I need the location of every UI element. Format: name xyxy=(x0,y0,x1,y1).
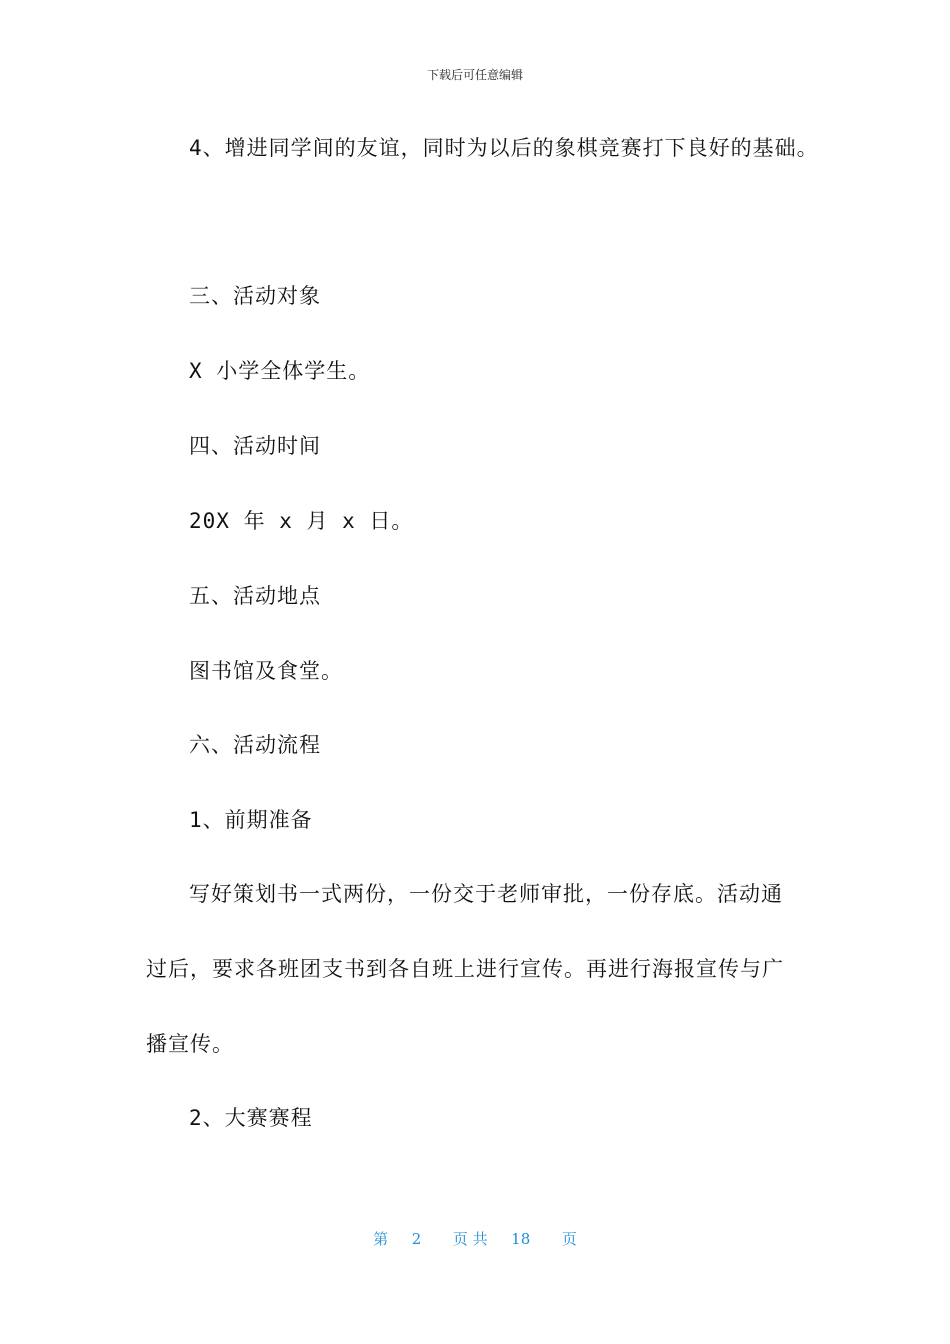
paragraph-preparation-line-3: 播宣传。 xyxy=(146,1032,234,1056)
paragraph-preparation-line-1: 写好策划书一式两份，一份交于老师审批，一份存底。活动通 xyxy=(189,882,783,906)
paragraph-activity-time: 20X 年 x 月 x 日。 xyxy=(189,509,414,533)
heading-activity-process: 六、活动流程 xyxy=(189,733,321,757)
subheading-competition-schedule: 2、大赛赛程 xyxy=(189,1106,313,1130)
footer-prefix: 第 xyxy=(373,1230,389,1248)
page-footer xyxy=(0,1228,950,1249)
paragraph-preparation-line-2: 过后，要求各班团支书到各自班上进行宣传。再进行海报宣传与广 xyxy=(146,957,784,981)
page-header: 下载后可任意编辑 xyxy=(426,68,523,82)
heading-activity-location: 五、活动地点 xyxy=(189,584,321,608)
footer-suffix: 页 xyxy=(561,1230,577,1248)
footer-page-number: 2 xyxy=(411,1230,422,1248)
subheading-preparation: 1、前期准备 xyxy=(189,808,313,832)
paragraph-activity-target: X 小学全体学生。 xyxy=(189,359,371,383)
footer-total-pages: 18 xyxy=(511,1230,531,1248)
heading-activity-target: 三、活动对象 xyxy=(189,284,321,308)
paragraph-activity-location: 图书馆及食堂。 xyxy=(189,659,343,683)
paragraph-goal-4: 4、增进同学间的友谊，同时为以后的象棋竞赛打下良好的基础。 xyxy=(189,136,819,160)
footer-middle: 页 共 xyxy=(452,1230,488,1248)
heading-activity-time: 四、活动时间 xyxy=(189,434,321,458)
